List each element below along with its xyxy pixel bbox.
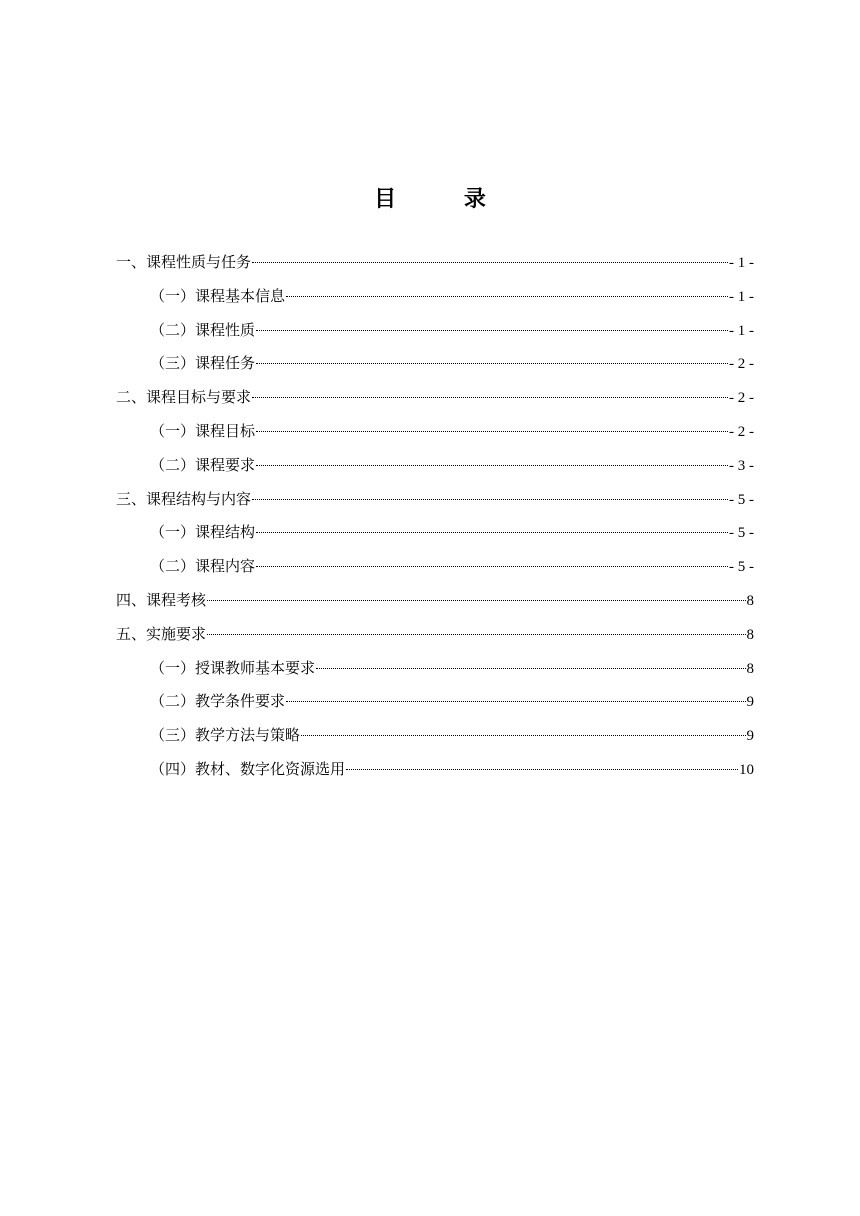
dot-leader bbox=[256, 363, 728, 364]
toc-entry-page: - 2 - bbox=[729, 390, 754, 407]
toc-entry-label: （一）课程目标 bbox=[150, 421, 256, 440]
toc-entry-label: （三）课程任务 bbox=[150, 354, 256, 373]
dot-leader bbox=[256, 431, 728, 432]
dot-leader bbox=[256, 330, 728, 331]
toc-entry-label: 四、课程考核 bbox=[116, 590, 207, 609]
toc-entry-page: 8 bbox=[746, 592, 754, 609]
dot-leader bbox=[256, 465, 728, 466]
toc-entry-label: （二）教学条件要求 bbox=[150, 692, 286, 711]
toc-entry[interactable] bbox=[116, 483, 754, 517]
toc-entry-page: 10 bbox=[739, 761, 754, 778]
toc-entry-label: （一）授课教师基本要求 bbox=[150, 658, 316, 677]
toc-entry[interactable] bbox=[116, 550, 754, 584]
toc-entry-page: - 5 - bbox=[729, 559, 754, 576]
toc-entry[interactable] bbox=[116, 516, 754, 550]
dot-leader bbox=[256, 532, 728, 533]
toc-entry-label: （三）教学方法与策略 bbox=[150, 726, 301, 745]
dot-leader bbox=[252, 397, 728, 398]
dot-leader bbox=[316, 668, 745, 669]
table-of-contents bbox=[116, 246, 754, 787]
toc-entry-page: - 1 - bbox=[729, 255, 754, 271]
toc-entry-page: - 1 - bbox=[729, 288, 754, 305]
toc-entry[interactable] bbox=[116, 415, 754, 449]
dot-leader bbox=[252, 499, 728, 500]
toc-entry[interactable] bbox=[116, 719, 754, 753]
toc-entry[interactable] bbox=[116, 246, 754, 280]
toc-entry-page: - 5 - bbox=[729, 491, 754, 508]
toc-entry-label: （二）课程内容 bbox=[150, 557, 256, 576]
toc-entry-label: 一、课程性质与任务 bbox=[116, 253, 252, 271]
toc-entry-label: （二）课程要求 bbox=[150, 455, 256, 474]
toc-entry-page: - 2 - bbox=[729, 356, 754, 373]
dot-leader bbox=[256, 566, 728, 567]
dot-leader bbox=[252, 262, 728, 263]
toc-entry-label: 二、课程目标与要求 bbox=[116, 388, 252, 407]
toc-entry-label: （一）课程结构 bbox=[150, 523, 256, 542]
toc-entry-label: （二）课程性质 bbox=[150, 320, 256, 339]
toc-entry-page: - 3 - bbox=[729, 457, 754, 474]
dot-leader bbox=[286, 296, 728, 297]
toc-entry-page: 9 bbox=[746, 694, 754, 711]
toc-entry-page: - 1 - bbox=[729, 322, 754, 339]
toc-entry[interactable] bbox=[116, 618, 754, 652]
toc-entry[interactable] bbox=[116, 347, 754, 381]
dot-leader bbox=[346, 769, 738, 770]
toc-entry-page: - 5 - bbox=[729, 525, 754, 542]
dot-leader bbox=[286, 701, 745, 702]
toc-entry[interactable] bbox=[116, 652, 754, 686]
toc-title: 目 录 bbox=[374, 187, 516, 212]
toc-entry-page: - 2 - bbox=[729, 423, 754, 440]
toc-entry[interactable] bbox=[116, 584, 754, 618]
toc-entry[interactable] bbox=[116, 685, 754, 719]
toc-entry-label: 五、实施要求 bbox=[116, 624, 207, 643]
toc-entry-label: （一）课程基本信息 bbox=[150, 286, 286, 305]
toc-entry-page: 8 bbox=[746, 626, 754, 643]
toc-entry-page: 9 bbox=[746, 728, 754, 745]
toc-entry[interactable] bbox=[116, 381, 754, 415]
toc-entry[interactable] bbox=[116, 280, 754, 314]
dot-leader bbox=[301, 735, 745, 736]
toc-entry[interactable] bbox=[116, 753, 754, 787]
dot-leader bbox=[207, 600, 745, 601]
toc-entry-label: 三、课程结构与内容 bbox=[116, 489, 252, 508]
toc-entry-label: （四）教材、数字化资源选用 bbox=[150, 759, 346, 778]
toc-entry-page: 8 bbox=[746, 660, 754, 677]
toc-entry[interactable] bbox=[116, 314, 754, 348]
toc-entry[interactable] bbox=[116, 449, 754, 483]
dot-leader bbox=[207, 634, 745, 635]
